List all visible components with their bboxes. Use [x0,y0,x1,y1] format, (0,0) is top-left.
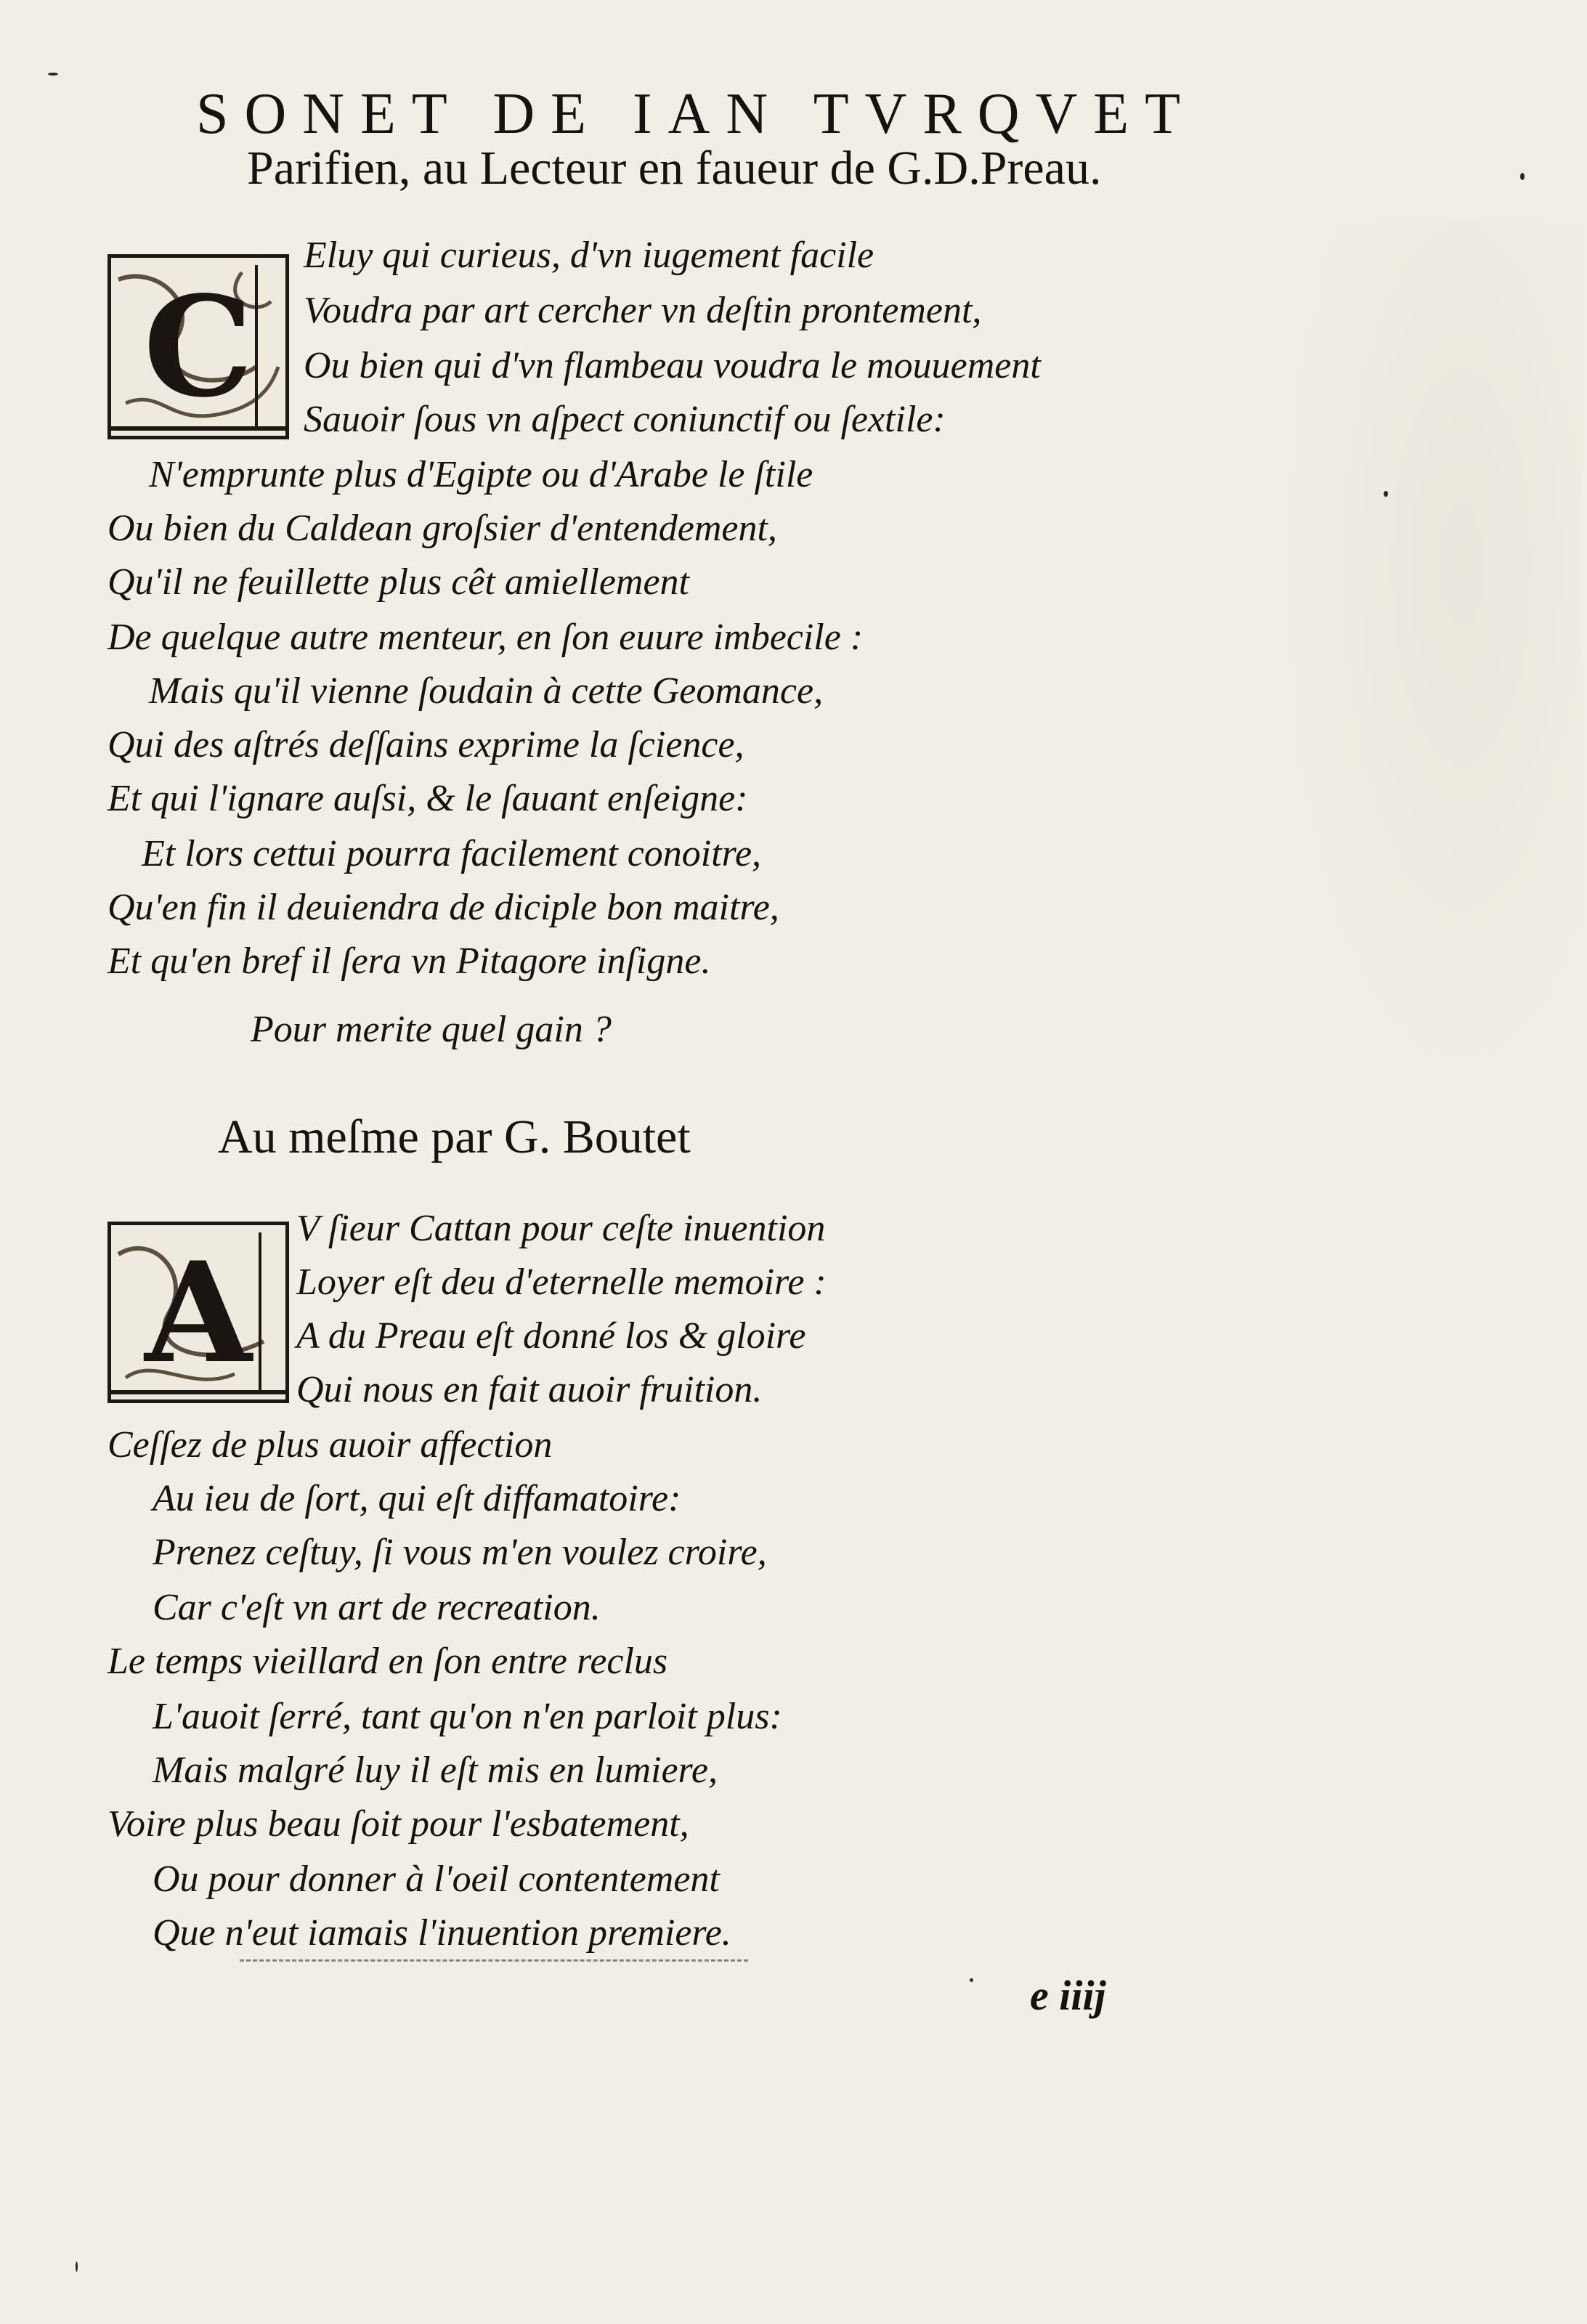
sonnet1-signature: Pour merite quel gain ? [251,1009,612,1050]
sonnet1-line-12: Et lors cettui pourra facilement conoitre, [142,833,762,874]
sonnet1-line-1: Eluy qui curieus, d'vn iugement facile [304,235,874,276]
bleed-through-shadow [1278,218,1583,1089]
dropcap-a [107,1222,289,1403]
sonnet2-line-4: Qui nous en fait auoir fruition. [296,1369,763,1410]
sonnet1-line-5: N'emprunte plus d'Egipte ou d'Arabe le ſtile [149,454,813,495]
sonnet2-line-8: Car c'eſt vn art de recreation. [153,1587,601,1628]
sonnet1-line-9: Mais qu'il vienne ſoudain à cette Geomance, [149,670,824,712]
sonnet2-line-5: Ceſſez de plus auoir affection [107,1424,553,1466]
sonnet1-line-7: Qu'il ne feuillette plus cêt amiellement [107,561,689,603]
sonnet1-line-8: De quelque autre menteur, en ſon euure imbecile : [107,617,864,658]
sonnet1-line-14: Et qu'en bref il ſera vn Pitagore inſigne. [107,940,711,982]
bottom-rule [240,1959,748,1962]
sonnet1-line-4: Sauoir ſous vn aſpect coniunctif ou ſextile: [304,399,946,440]
sonnet2-line-2: Loyer eſt deu d'eternelle memoire : [296,1261,827,1303]
sonnet1-line-3: Ou bien qui d'vn flambeau voudra le mouuement [304,345,1041,386]
sonnet2-line-7: Prenez ceſtuy, ſi vous m'en voulez croire, [153,1532,767,1573]
sonnet2-line-3: A du Preau eſt donné los & gloire [296,1315,806,1357]
sonnet2-line-12: Voire plus beau ſoit pour l'esbatement, [107,1803,689,1845]
sonnet-title: SONET DE IAN TVRQVET [196,82,1196,146]
sonnet2-line-10: L'auoit ſerré, tant qu'on n'en parloit plus: [153,1696,782,1737]
sonnet1-line-11: Et qui l'ignare auſsi, & le ſauant enſeigne: [107,778,748,819]
sonnet1-line-10: Qui des aſtrés deſſains exprime la ſcience, [107,724,744,765]
sonnet1-line-6: Ou bien du Caldean groſsier d'entendement, [107,508,777,549]
sonnet2-line-9: Le temps vieillard en ſon entre reclus [107,1641,668,1682]
sonnet2-line-6: Au ieu de ſort, qui eſt diffamatoire: [153,1478,681,1519]
sonnet-subtitle: Parifien, au Lecteur en faueur de G.D.Preau. [247,142,1102,195]
dropcap-c [107,254,289,439]
sonnet1-line-13: Qu'en fin il deuiendra de diciple bon maitre, [107,887,779,928]
sonnet1-line-2: Voudra par art cercher vn deſtin prontement, [304,290,982,331]
paper-speck [48,73,58,76]
paper-speck [76,2262,78,2272]
paper-speck [1384,491,1388,497]
sonnet2-line-14: Que n'eut iamais l'inuention premiere. [153,1912,731,1954]
dropcap-letter: C [143,266,253,428]
sonnet2-line-1: V ſieur Cattan pour ceſte inuention [296,1208,826,1249]
paper-speck [970,1978,973,1982]
second-poem-heading: Au meſme par G. Boutet [218,1110,691,1163]
sonnet2-line-11: Mais malgré luy il eſt mis en lumiere, [153,1750,718,1791]
dropcap-letter: A [145,1231,252,1394]
paper-speck [1520,173,1525,180]
sonnet2-line-13: Ou pour donner à l'oeil contentement [153,1858,720,1900]
signature-mark: e iiij [1030,1972,1106,2019]
